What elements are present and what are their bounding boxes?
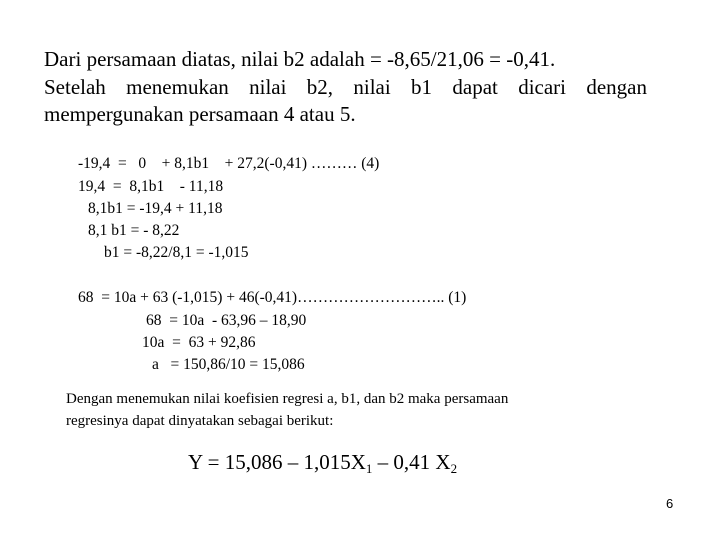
formula-part-2: – 0,41 X (372, 450, 451, 474)
page-number: 6 (666, 496, 674, 511)
conclusion-line-1: Dengan menemukan nilai koefisien regresi a, b1, dan b2 maka persamaan (66, 391, 509, 407)
intro-line-1: Dari persamaan diatas, nilai b2 adalah = -8,65/21,06 = -0,41. (44, 47, 556, 71)
intro-line-2: Setelah menemukan nilai b2, nilai b1 dapat dicari dengan (44, 74, 647, 99)
b1-step-2: 19,4 = 8,1b1 - 11,18 (78, 178, 224, 195)
conclusion-line-2: regresinya dapat dinyatakan sebagai berikut: (66, 413, 334, 429)
conclusion-text (66, 388, 508, 432)
a-step-1: 68 = 10a + 63 (-1,015) + 46(-0,41)……………………….. (1) (78, 289, 467, 306)
a-step-2: 68 = 10a - 63,96 – 18,90 (146, 312, 307, 329)
formula-part-1: Y = 15,086 – 1,015X (188, 450, 366, 474)
b1-step-4: 8,1 b1 = - 8,22 (88, 222, 180, 239)
a-step-3: 10a = 63 + 92,86 (142, 334, 256, 351)
b1-step-3: 8,1b1 = -19,4 + 11,18 (88, 200, 223, 217)
intro-line-3: mempergunakan persamaan 4 atau 5. (44, 102, 356, 126)
formula-subscript-2: 2 (450, 461, 458, 476)
b1-step-5: b1 = -8,22/8,1 = -1,015 (104, 244, 249, 261)
a-step-4: a = 150,86/10 = 15,086 (152, 356, 305, 373)
regression-equation (188, 450, 457, 477)
intro-paragraph (44, 46, 647, 129)
b1-step-1: -19,4 = 0 + 8,1b1 + 27,2(-0,41) ……… (4) (78, 155, 380, 172)
formula-subscript-1: 1 (365, 461, 373, 476)
